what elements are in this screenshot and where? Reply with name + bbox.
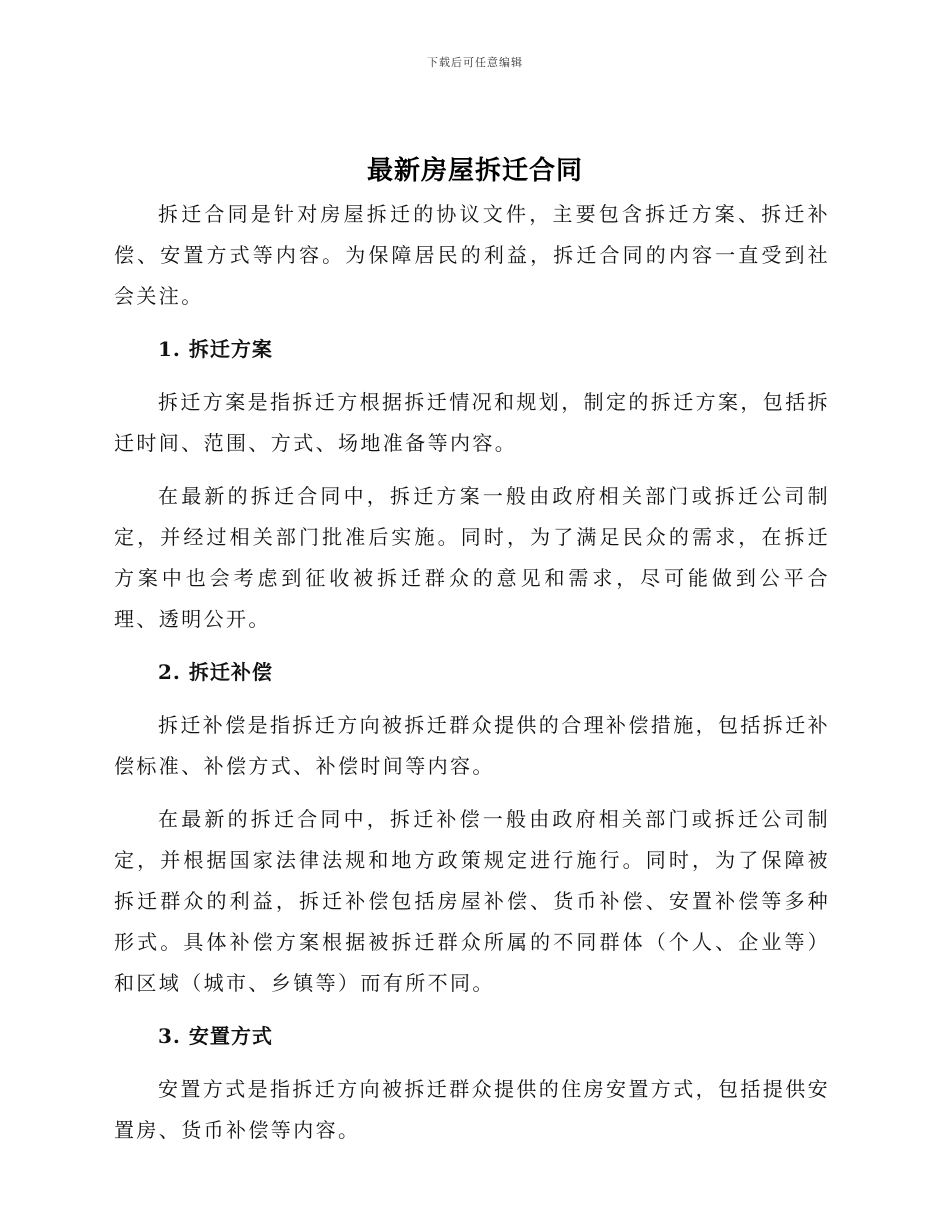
section-heading-compensation: 2. 拆迁补偿 — [158, 660, 273, 684]
document-title: 最新房屋拆迁合同 — [366, 156, 583, 186]
section-heading-demolition-plan: 1. 拆迁方案 — [158, 337, 273, 361]
paragraph: 在最新的拆迁合同中，拆迁补偿一般由政府相关部门或拆迁公司制定，并根据国家法律法规和地方政策规定进行施行。同时，为了保障被拆迁群众的利益，拆迁补偿包括房屋补偿、货币补偿、安置补偿等多种形式。具体补偿方案根据被拆迁群众所属的不同群体（个人、企业等）和区域（城市、乡镇等）而有所不同。 — [114, 807, 830, 995]
intro-paragraph: 拆迁合同是针对房屋拆迁的协议文件，主要包含拆迁方案、拆迁补偿、安置方式等内容。为保障居民的利益，拆迁合同的内容一直受到社会关注。 — [114, 202, 830, 308]
paragraph: 在最新的拆迁合同中，拆迁方案一般由政府相关部门或拆迁公司制定，并经过相关部门批准后实施。同时，为了满足民众的需求，在拆迁方案中也会考虑到征收被拆迁群众的意见和需求，尽可能做到公平合理、透明公开。 — [114, 484, 830, 631]
paragraph: 安置方式是指拆迁方向被拆迁群众提供的住房安置方式，包括提供安置房、货币补偿等内容。 — [114, 1077, 830, 1142]
paragraph: 拆迁补偿是指拆迁方向被拆迁群众提供的合理补偿措施，包括拆迁补偿标准、补偿方式、补偿时间等内容。 — [114, 713, 830, 778]
header-note: 下载后可任意编辑 — [427, 56, 523, 69]
paragraph: 拆迁方案是指拆迁方根据拆迁情况和规划，制定的拆迁方案，包括拆迁时间、范围、方式、场地准备等内容。 — [114, 390, 830, 455]
document-body — [114, 194, 830, 1151]
section-heading-resettlement: 3. 安置方式 — [158, 1024, 273, 1048]
